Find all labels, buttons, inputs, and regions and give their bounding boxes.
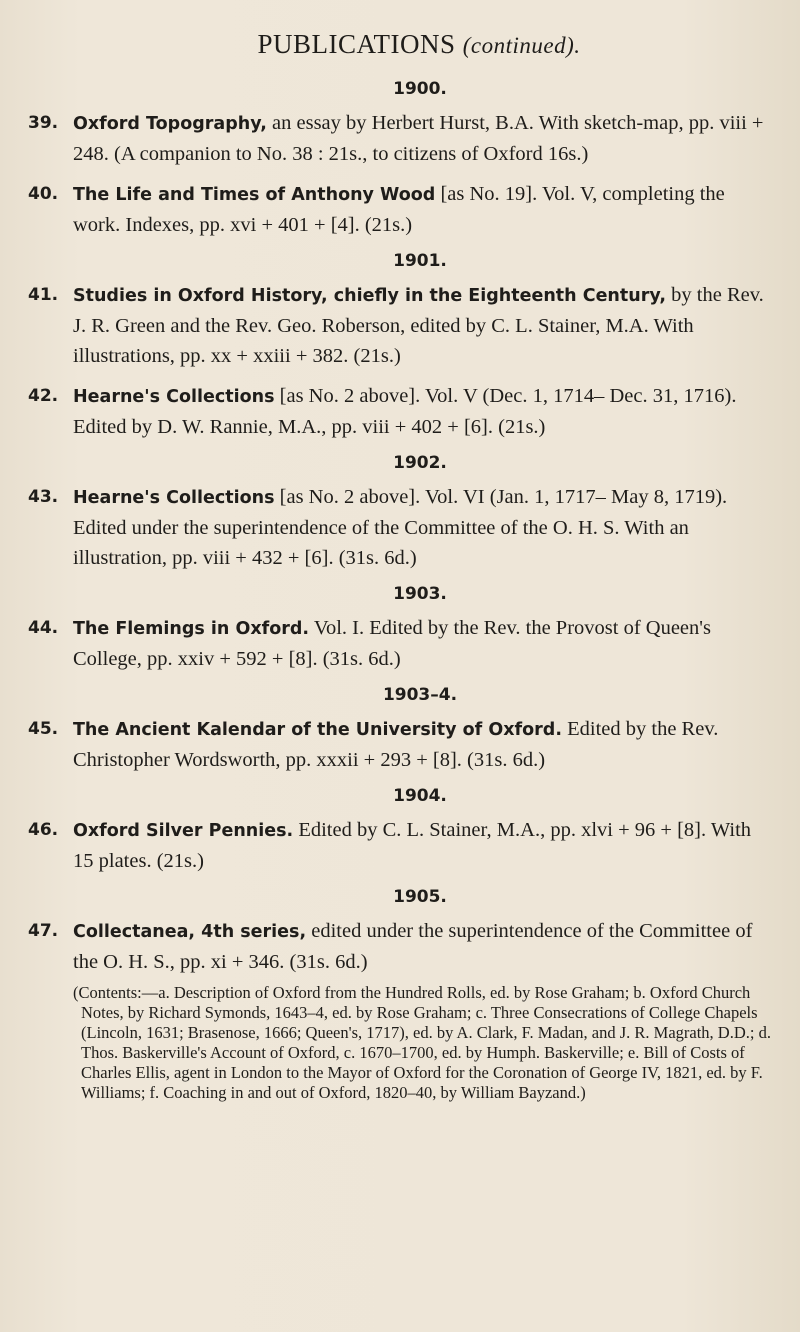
entry-number: 41. [28, 285, 59, 305]
year-heading: 1901. [393, 251, 447, 271]
entry-text: [as No. 19]. Vol. V, completing the work. Indexes, pp. xvi + 401 + [4]. (21s.) [73, 183, 725, 236]
entry-number: 42. [28, 386, 59, 406]
publication-entry [28, 482, 776, 573]
year-heading: 1903. [393, 584, 447, 604]
year-heading: 1905. [393, 887, 447, 907]
publication-entry [28, 714, 776, 775]
publication-entry [28, 916, 776, 977]
entry-text: by the Rev. J. R. Green and the Rev. Geo. Roberson, edited by C. L. Stainer, M.A. With illustrations, pp. xx + xxiii + 382. (21s.) [73, 284, 764, 367]
entry-number: 45. [28, 719, 59, 739]
entry-title: The Life and Times of Anthony Wood [73, 185, 436, 205]
publication-entry [28, 108, 776, 169]
entry-text: [as No. 2 above]. Vol. VI (Jan. 1, 1717– May 8, 1719). Edited under the superintendence of the Committee of the O. H. S. With an illustration, pp. viii + 432 + [6]. (31s. 6d.) [73, 486, 728, 569]
entry-number: 47. [28, 921, 59, 941]
contents-note [28, 983, 776, 1103]
page-header [28, 26, 776, 64]
publication-entry [28, 815, 776, 876]
year-heading: 1902. [393, 453, 447, 473]
contents-note-text: (Contents:—a. Description of Oxford from the Hundred Rolls, ed. by Rose Graham; b. Oxford Church Notes, by Richard Symonds, 1643–4, ed. by Rose Graham; c. Three Consecrations of College Chapels (Lincoln, 1631; Brasenose, 1666; Queen's, 1717), ed. by A. Clark, F. Madan, and J. R. Magrath, D.D.; d. Thos. Baskerville's Account of Oxford, c. 1670–1700, ed. by Humph. Baskerville; e. Bill of Costs of Charles Ellis, agent in London to the Mayor of Oxford for the Coronation of George IV, 1821, ed. by F. Williams; f. Coaching in and out of Oxford, 1820–40, by William Bayzand.) [73, 983, 771, 1102]
header-continued: (continued). [462, 33, 581, 58]
entry-text: [as No. 2 above]. Vol. V (Dec. 1, 1714– Dec. 31, 1716). Edited by D. W. Rannie, M.A., pp. viii + 402 + [6]. (21s.) [73, 385, 737, 438]
entry-text: Edited by C. L. Stainer, M.A., pp. xlvi + 96 + [8]. With 15 plates. (21s.) [73, 819, 752, 872]
entry-title: The Flemings in Oxford. [73, 619, 310, 639]
entry-number: 44. [28, 618, 59, 638]
entry-title: Hearne's Collections [73, 488, 275, 508]
header-title: PUBLICATIONS [257, 29, 456, 59]
year-heading: 1900. [393, 79, 447, 99]
year-heading: 1903–4. [382, 685, 458, 705]
entry-number: 43. [28, 487, 59, 507]
entry-text: Vol. I. Edited by the Rev. the Provost of Queen's College, pp. xxiv + 592 + [8]. (31s. 6d.) [73, 617, 711, 670]
entry-title: Oxford Topography, [73, 114, 267, 134]
publication-entry [28, 179, 776, 240]
entry-text: Edited by the Rev. Christopher Wordsworth, pp. xxxii + 293 + [8]. (31s. 6d.) [73, 718, 719, 771]
year-heading: 1904. [393, 786, 447, 806]
publication-entry [28, 381, 776, 442]
entry-title: Collectanea, 4th series, [73, 922, 307, 942]
entry-number: 46. [28, 820, 59, 840]
entry-number: 40. [28, 184, 59, 204]
entry-title: Studies in Oxford History, chiefly in the Eighteenth Century, [73, 286, 667, 306]
entry-title: The Ancient Kalendar of the University of Oxford. [73, 720, 562, 740]
publication-entry [28, 280, 776, 371]
entry-title: Hearne's Collections [73, 387, 275, 407]
publication-entry [28, 613, 776, 674]
entry-title: Oxford Silver Pennies. [73, 821, 294, 841]
entry-number: 39. [28, 113, 59, 133]
entry-text: an essay by Herbert Hurst, B.A. With sketch-map, pp. viii + 248. (A companion to No. 38 : 21s., to citizens of Oxford 16s.) [73, 112, 764, 165]
entry-text: edited under the superintendence of the Committee of the O. H. S., pp. xi + 346. (31s. 6d.) [73, 920, 753, 973]
